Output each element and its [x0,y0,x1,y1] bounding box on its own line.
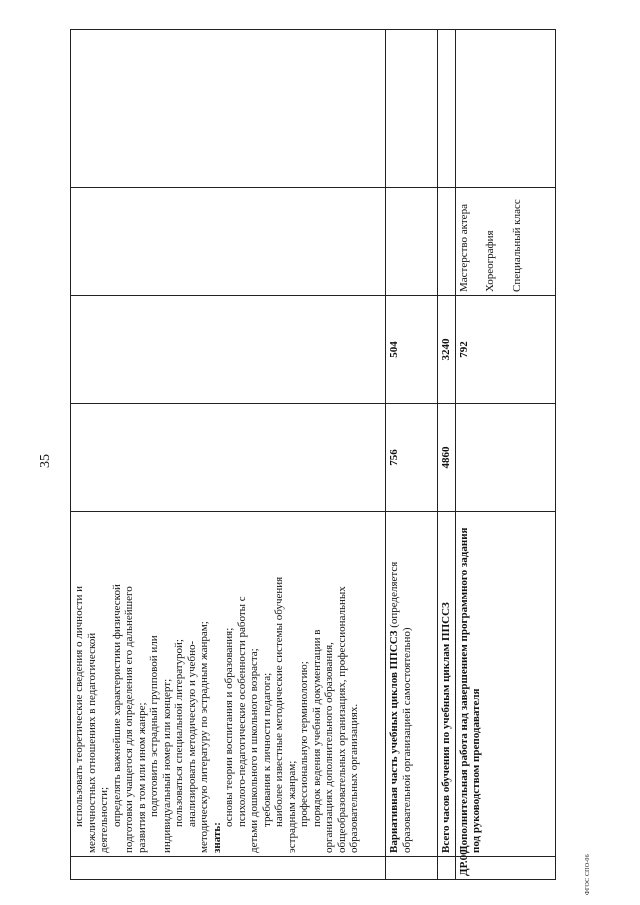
table-row-dr [455,30,555,880]
total-required-hours: 3240 [438,296,456,404]
competency-line: пользоваться специальной литературой; [173,639,185,827]
max-hours-cell [71,404,386,512]
total-max-hours: 4860 [438,404,456,512]
competency-line: подготовить эстрадный групповой или [148,635,160,817]
curriculum-table [70,29,556,880]
empty-cell [455,30,555,188]
competency-line: эстрадным жанрам; [285,760,298,853]
variative-note: (определяется образовательной организацией самостоятельно) [388,561,413,853]
code-cell [438,857,456,880]
required-hours-cell [71,296,386,404]
dr-title: Дополнительная работа над завершением программного задания под руководством преподавателя [455,512,555,857]
dr-code: ДР.00 [455,857,555,880]
competency-line: образовательных организациях. [348,703,360,853]
empty-cell [386,30,438,188]
competency-line: использовать теоретические сведения о личности и [73,585,85,827]
dr-item: Мастерство актера [457,204,470,292]
code-cell [71,857,386,880]
competency-line: психолого-педагогические особенности работы с [235,596,248,827]
empty-cell [386,188,438,296]
competency-line: профессиональную терминологию; [298,661,310,827]
competencies-cell [71,512,386,857]
competency-line: деятельности; [98,786,110,853]
variative-required-hours: 504 [386,296,438,404]
empty-cell [455,404,555,512]
competency-line: основы теории воспитания и образования; [223,627,235,827]
total-title: Всего часов обучения по учебным циклам ППССЗ [438,512,456,857]
empty-cell [438,188,456,296]
dr-item: Специальный класс [510,199,523,292]
competency-line: межличностных отношениях в педагогической [85,632,98,853]
footer-code: ФГОС СПО-06 [585,854,591,895]
competency-line: порядок ведения учебной документации в [310,629,323,827]
table-row-competencies [71,30,386,880]
competency-line: методическую литературу по эстрадным жанрам; [198,621,210,853]
competency-codes-cell [71,30,386,188]
table-row-variative [386,30,438,880]
code-cell [386,857,438,880]
competency-line: определять важнейшие характеристики физической [110,584,123,827]
dr-item: Хореография [484,230,496,292]
competency-line: подготовки учащегося для определения его дальнейшего [123,586,135,853]
competency-line: анализировать методическую и учебно- [185,640,198,827]
competencies-text [73,515,361,853]
competency-line: организациях дополнительного образования, [323,642,335,853]
competency-line: индивидуальный номер или концерт; [160,678,173,853]
rotated-table-container [70,30,580,880]
dr-required-hours: 792 [455,296,555,404]
variative-max-hours: 756 [386,404,438,512]
competency-line: общеобразовательных организациях, профессиональных [335,586,348,853]
disciplines-cell [71,188,386,296]
empty-cell [438,30,456,188]
competency-line: знать: [210,822,223,853]
competency-line: требования к личности педагога; [260,672,273,827]
table-row-total [438,30,456,880]
dr-items-cell [455,188,555,296]
competency-line: развития в том или ином жанре; [135,702,148,853]
variative-title: Вариативная часть учебных циклов ППССЗ [388,630,400,853]
competency-line: наиболее известные методические системы обучения [273,576,285,827]
competency-line: детьми дошкольного и школьного возраста; [248,648,260,853]
page-number: 35 [38,454,53,468]
variative-title-cell [386,512,438,857]
